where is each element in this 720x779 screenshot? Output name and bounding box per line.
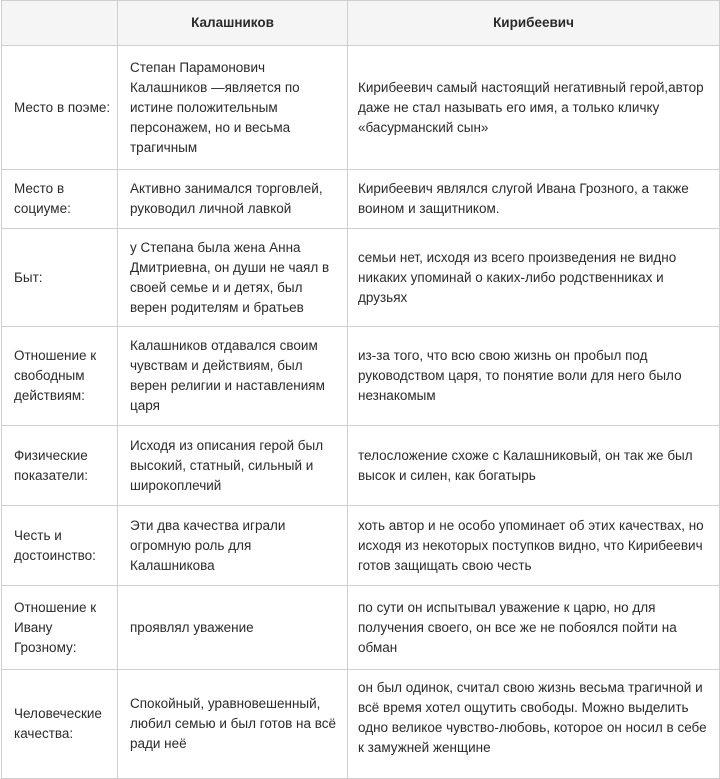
kiribeevich-cell: семьи нет, исходя из всего произведения не видно никаких упоминай о каких-либо родственниках и друзьях [348, 229, 720, 327]
kalashnikov-cell: проявлял уважение [118, 586, 348, 670]
table-row [2, 46, 720, 170]
kiribeevich-cell: Кирибеевич самый настоящий негативный герой,автор даже не стал называть его имя, а только кличку «басурманский сын» [348, 46, 720, 170]
row-label: Человеческие качества: [2, 670, 118, 779]
row-label: Отношение к свободным действиям: [2, 327, 118, 426]
kiribeevich-cell: он был одинок, считал свою жизнь весьма трагичной и всё время хотел ощутить свободы. Можно выделить одно великое чувство-любовь, которое он носил в себе к замужней женщине [348, 670, 720, 779]
row-label: Отношение к Ивану Грозному: [2, 586, 118, 670]
header-row [2, 1, 720, 46]
row-label: Честь и достоинство: [2, 506, 118, 586]
kalashnikov-cell: Активно занимался торговлей, руководил личной лавкой [118, 170, 348, 229]
header-kiribeevich: Кирибеевич [348, 1, 720, 46]
table-row [2, 327, 720, 426]
table-row [2, 229, 720, 327]
kalashnikov-cell: Калашников отдавался своим чувствам и действиям, был верен религии и наставлениям царя [118, 327, 348, 426]
header-empty-cell [2, 1, 118, 46]
table-row [2, 506, 720, 586]
kiribeevich-cell: по сути он испытывал уважение к царю, но для получения своего, он все же не побоялся пойти на обман [348, 586, 720, 670]
kiribeevich-cell: хоть автор и не особо упоминает об этих качествах, но исходя из некоторых поступков видно, что Кирибеевич готов защищать свою честь [348, 506, 720, 586]
kiribeevich-cell: Кирибеевич являлся слугой Ивана Грозного, а также воином и защитником. [348, 170, 720, 229]
kiribeevich-cell: из-за того, что всю свою жизнь он пробыл под руководством царя, то понятие воли для него было незнакомым [348, 327, 720, 426]
table-row [2, 426, 720, 506]
row-label: Место в поэме: [2, 46, 118, 170]
kalashnikov-cell: Исходя из описания герой был высокий, статный, сильный и широкоплечий [118, 426, 348, 506]
header-kalashnikov: Калашников [118, 1, 348, 46]
table-row [2, 170, 720, 229]
kalashnikov-cell: Эти два качества играли огромную роль для Калашникова [118, 506, 348, 586]
kalashnikov-cell: Спокойный, уравновешенный, любил семью и был готов на всё ради неё [118, 670, 348, 779]
table-row [2, 670, 720, 779]
row-label: Место в социуме: [2, 170, 118, 229]
table-row [2, 586, 720, 670]
kalashnikov-cell: у Степана была жена Анна Дмитриевна, он души не чаял в своей семье и и детях, был верен родителям и братьев [118, 229, 348, 327]
kalashnikov-cell: Степан Парамонович Калашников —является по истине положительным персонажем, но и весьма трагичным [118, 46, 348, 170]
row-label: Быт: [2, 229, 118, 327]
kiribeevich-cell: телосложение схоже с Калашниковый, он так же был высок и силен, как богатырь [348, 426, 720, 506]
comparison-table [1, 0, 720, 779]
row-label: Физические показатели: [2, 426, 118, 506]
